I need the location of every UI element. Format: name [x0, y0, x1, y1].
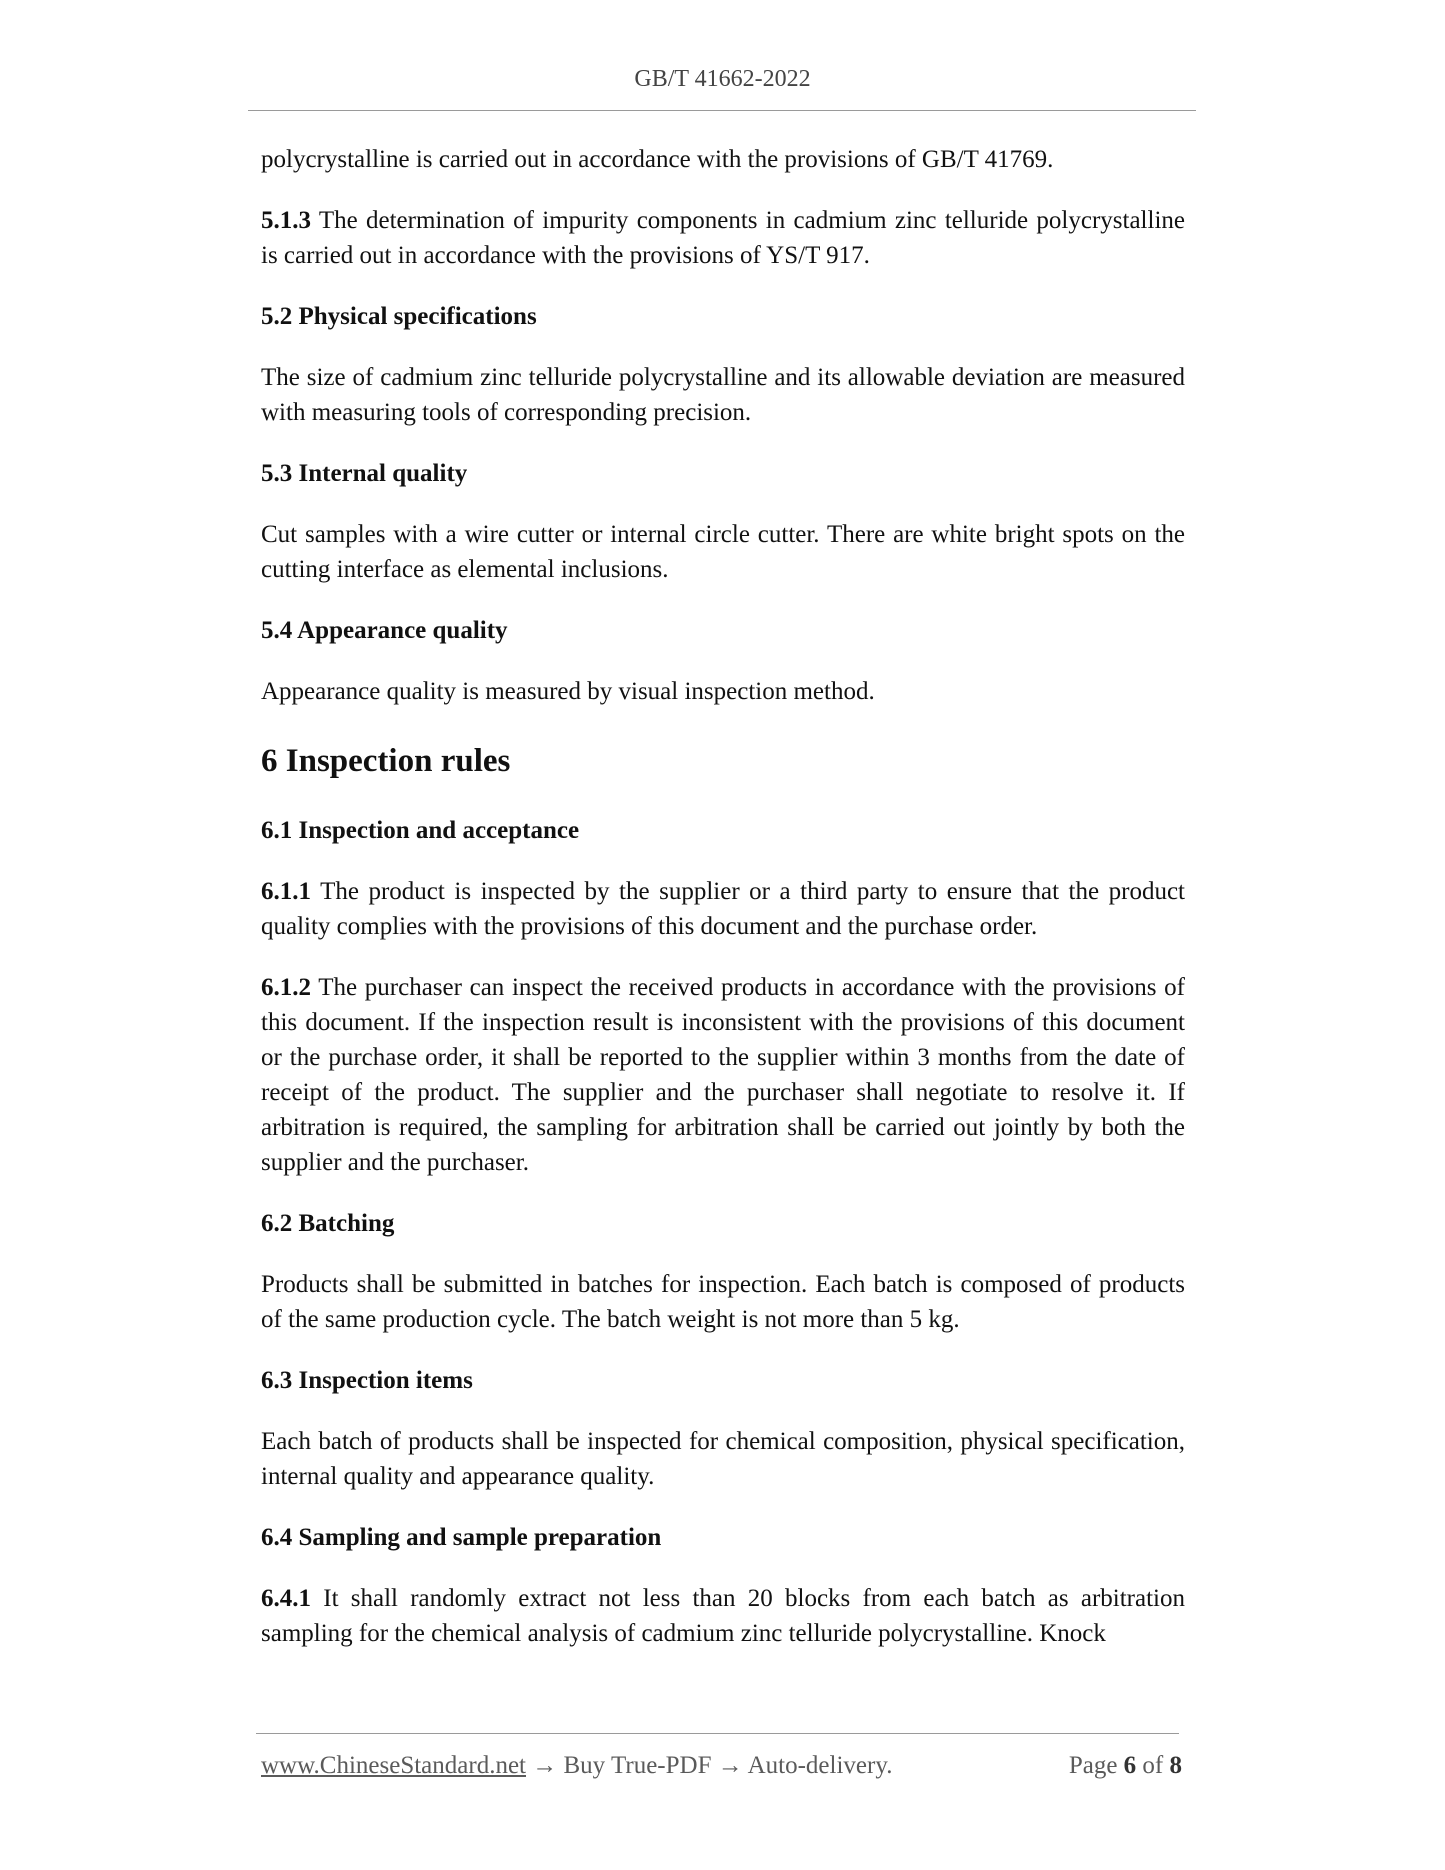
paragraph-5-4: Appearance quality is measured by visual inspection method.: [261, 678, 875, 705]
paragraph-6-4-1: [261, 1581, 1185, 1651]
paragraph-5-3: Cut samples with a wire cutter or internal circle cutter. There are white bright spots on the cutting interface as elemental inclusions.: [261, 521, 1185, 583]
auto-delivery-text: Auto-delivery.: [747, 1752, 893, 1779]
heading-5-4: 5.4 Appearance quality: [261, 617, 508, 644]
clause-text: The product is inspected by the supplier or a third party to ensure that the product quality complies with the provisions of this document and the purchase order.: [261, 878, 1185, 940]
heading-6-2: 6.2 Batching: [261, 1210, 395, 1237]
page-number: [1069, 1752, 1182, 1780]
clause-text: The determination of impurity components in cadmium zinc telluride polycrystalline is carried out in accordance with the provisions of YS/T 917.: [261, 207, 1185, 269]
heading-6-4: 6.4 Sampling and sample preparation: [261, 1524, 662, 1551]
buy-pdf-text: Buy True-PDF: [563, 1752, 712, 1779]
clause-number: 6.1.2: [261, 974, 311, 1001]
paragraph-6-2: Products shall be submitted in batches for inspection. Each batch is composed of products of the same production cycle. The batch weight is not more than 5 kg.: [261, 1271, 1185, 1333]
heading-5-2: 5.2 Physical specifications: [261, 303, 537, 330]
arrow-right-icon: →: [526, 1752, 564, 1779]
heading-6-1: 6.1 Inspection and acceptance: [261, 817, 580, 844]
document-header-title: GB/T 41662-2022: [634, 66, 811, 92]
clause-number: 6.4.1: [261, 1585, 311, 1612]
clause-number: 5.1.3: [261, 207, 311, 234]
heading-6: 6 Inspection rules: [261, 743, 511, 779]
paragraph-6-1-2: [261, 970, 1185, 1180]
footer-promo: [261, 1752, 892, 1780]
clause-number: 6.1.1: [261, 878, 311, 905]
header-divider: [248, 110, 1196, 111]
website-link[interactable]: www.ChineseStandard.net: [261, 1752, 526, 1779]
page-label: Page: [1068, 1752, 1124, 1779]
paragraph-5-2: The size of cadmium zinc telluride polycrystalline and its allowable deviation are measured with measuring tools of corresponding precision.: [261, 364, 1185, 426]
page-of-label: of: [1136, 1752, 1170, 1779]
paragraph-6-1-1: [261, 874, 1185, 944]
total-pages: 8: [1169, 1752, 1182, 1779]
document-body: [261, 142, 1185, 1677]
current-page: 6: [1123, 1752, 1137, 1779]
clause-text: The purchaser can inspect the received products in accordance with the provisions of this document. If the inspection result is inconsistent with the provisions of this document or the purchase order, it shall be reported to the supplier within 3 months from the date of receipt of the product. The supplier and the purchaser shall negotiate to resolve it. If arbitration is required, the sampling for arbitration shall be carried out jointly by both the supplier and the purchaser.: [261, 974, 1185, 1176]
paragraph-5-1-3: [261, 203, 1185, 273]
footer-divider: [256, 1733, 1179, 1734]
paragraph-6-3: Each batch of products shall be inspected for chemical composition, physical specification, internal quality and appearance quality.: [261, 1428, 1185, 1490]
heading-5-3: 5.3 Internal quality: [261, 460, 468, 487]
paragraph-continuation: polycrystalline is carried out in accordance with the provisions of GB/T 41769.: [261, 146, 1054, 173]
clause-text: It shall randomly extract not less than 20 blocks from each batch as arbitration sampling for the chemical analysis of cadmium zinc telluride polycrystalline. Knock: [261, 1585, 1185, 1647]
heading-6-3: 6.3 Inspection items: [261, 1367, 473, 1394]
arrow-right-icon: →: [711, 1752, 748, 1779]
